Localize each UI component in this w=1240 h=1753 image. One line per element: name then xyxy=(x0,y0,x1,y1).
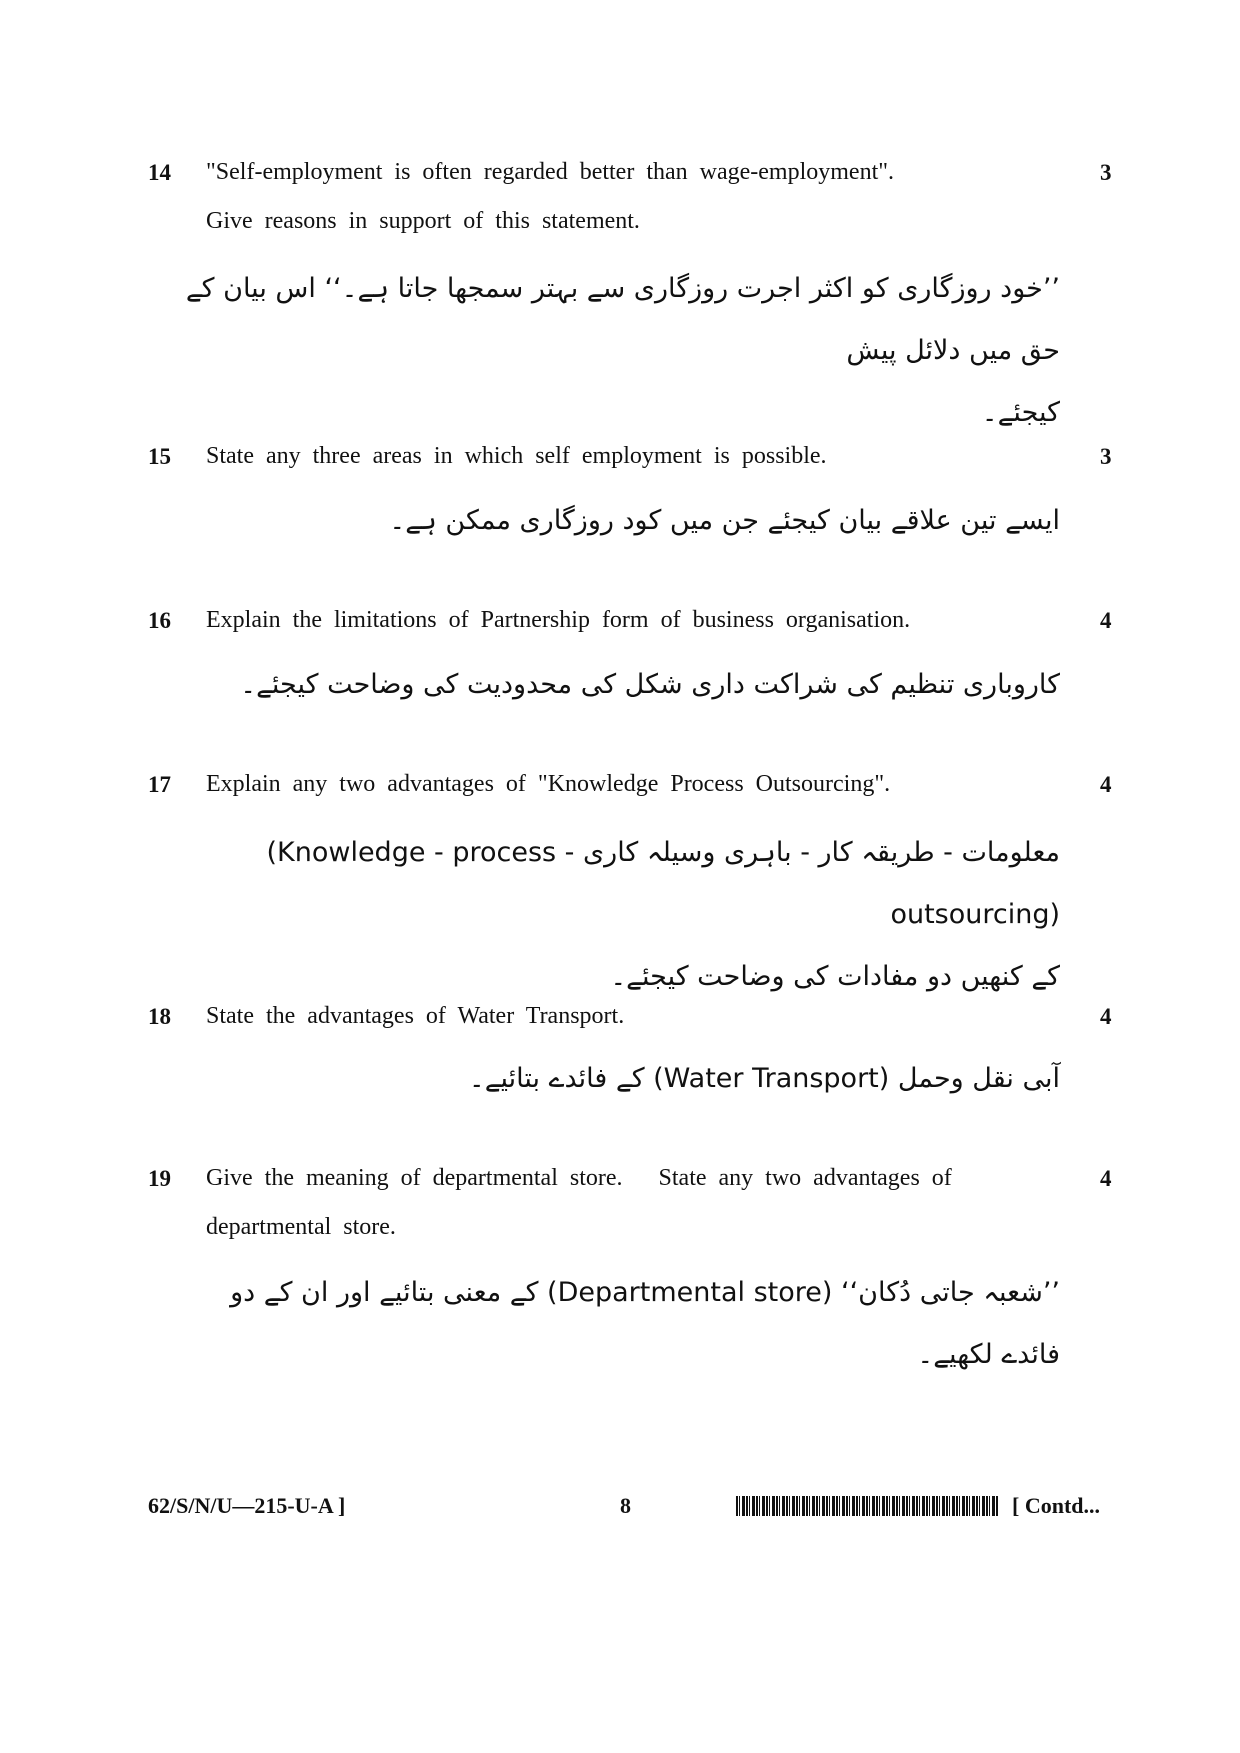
question-text-english: Explain the limitations of Partnership form of business organisation. xyxy=(206,607,911,633)
question-text-urdu: ’’خود روزگاری کو اکثر اجرت روزگاری سے بہتر سمجھا جاتا ہے۔‘‘ اس بیان کے حق میں دلائل پیش کیجئے۔ xyxy=(185,273,1060,428)
question-text-english: Explain any two advantages of "Knowledge Process Outsourcing". xyxy=(206,771,891,797)
continued-label: [ Contd... xyxy=(1012,1493,1101,1518)
question-text-english: State the advantages of Water Transport. xyxy=(206,1003,625,1029)
question-text-urdu: ایسے تین علاقے بیان کیجئے جن میں کود روزگاری ممکن ہے۔ xyxy=(389,505,1060,536)
question-text-english: Give the meaning of departmental store. State any two advantages of departmental store. xyxy=(206,1165,952,1240)
question-text-urdu: ’’شعبہ جاتی دُکان‘‘ (Departmental store) کے معنی بتائیے اور ان کے دو فائدے لکھیے۔ xyxy=(230,1277,1060,1370)
page-number: 8 xyxy=(620,1493,631,1518)
question-text-urdu: کاروباری تنظیم کی شراکت داری شکل کی محدودیت کی وضاحت کیجئے۔ xyxy=(240,669,1060,700)
question-marks: 4 xyxy=(1100,1004,1112,1029)
question-text-urdu: آبی نقل وحمل (Water Transport) کے فائدے بتائیے۔ xyxy=(468,1063,1060,1094)
question-number: 14 xyxy=(148,160,171,185)
question-number: 16 xyxy=(148,608,171,633)
question-marks: 4 xyxy=(1100,608,1112,633)
question-marks: 4 xyxy=(1100,1166,1112,1191)
question-number: 19 xyxy=(148,1166,171,1191)
question-number: 17 xyxy=(148,772,171,797)
question-marks: 3 xyxy=(1100,444,1112,469)
page-footer xyxy=(0,1493,1240,1533)
question-text-english: "Self-employment is often regarded better than wage-employment". Give reasons in support of this statement. xyxy=(206,159,895,234)
question-text-english: State any three areas in which self employment is possible. xyxy=(206,443,827,469)
barcode-icon xyxy=(736,1496,998,1516)
question-number: 15 xyxy=(148,444,171,469)
english-term: (Departmental store) xyxy=(547,1277,833,1308)
question-number: 18 xyxy=(148,1004,171,1029)
paper-code: 62/S/N/U—215-U-A ] xyxy=(148,1493,346,1518)
english-term: (Knowledge - process - outsourcing) xyxy=(266,837,1060,930)
question-marks: 4 xyxy=(1100,772,1112,797)
question-text-urdu: معلومات - طریقہ کار - باہری وسیلہ کاری (Knowledge - process - outsourcing) کے کنھیں دو مفادات کی وضاحت کیجئے۔ xyxy=(266,837,1060,992)
english-term: (Water Transport) xyxy=(653,1063,890,1094)
question-marks: 3 xyxy=(1100,160,1112,185)
